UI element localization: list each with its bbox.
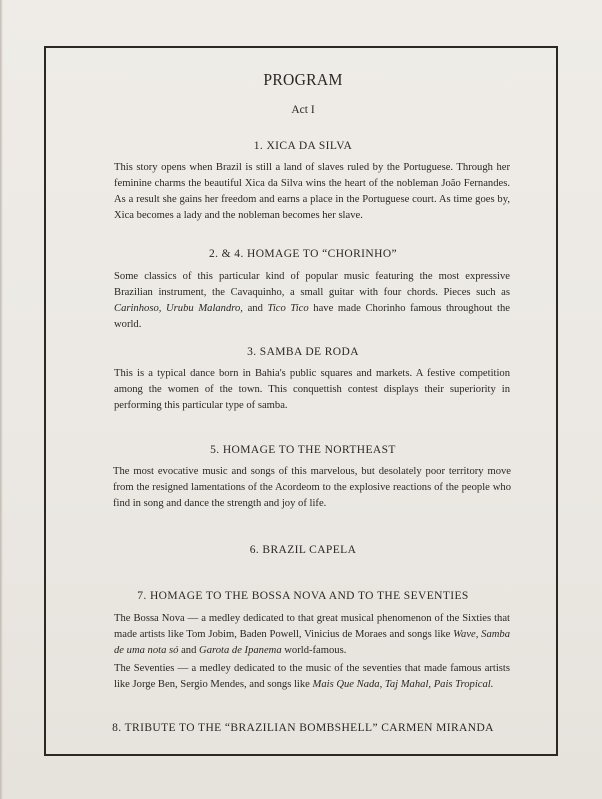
text-run: world-famous. bbox=[281, 645, 347, 656]
section-text-xica-da-silva bbox=[114, 160, 510, 224]
italic-title-run: Tico Tico bbox=[267, 303, 309, 314]
section-heading-bossa-nova: 7. HOMAGE TO THE BOSSA NOVA AND TO THE SEVENTIES bbox=[137, 590, 469, 602]
italic-title-run: Wave, bbox=[453, 629, 479, 640]
page-title: PROGRAM bbox=[263, 70, 343, 89]
section-heading-chorinho: 2. & 4. HOMAGE TO “CHORINHO” bbox=[208, 248, 398, 260]
section-heading-xica-da-silva: 1. XICA DA SILVA bbox=[253, 140, 353, 152]
section-heading-northeast: 5. HOMAGE TO THE NORTHEAST bbox=[210, 444, 396, 456]
section-text-northeast bbox=[113, 464, 511, 512]
text-run: and bbox=[242, 303, 268, 314]
text-run: This story opens when Brazil is still a land of slaves ruled by the Portuguese. Through her feminine charms the beautiful Xica da Silva wins the heart of the nobleman João Fernandes. As a result she gains her freedom and earns a place in the Portuguese court. As time goes by, Xica becomes a lady and the nobleman becomes her slave. bbox=[114, 162, 510, 221]
text-run: This is a typical dance born in Bahia's public squares and markets. A festive competition among the women of the town. This conquettish contest displays their superiority in performing this particular type of samba. bbox=[114, 368, 510, 411]
italic-title-run: Mais Que Nada, bbox=[312, 679, 383, 690]
italic-title-run: Carinhoso, bbox=[114, 303, 162, 314]
italic-title-run: Garota de Ipanema bbox=[199, 645, 282, 656]
section-text-seventies bbox=[114, 661, 510, 693]
text-run: The most evocative music and songs of this marvelous, but desolately poor territory move from the resigned lamentations of the Acordeom to the explosive reactions of the people who find in song and dance the strength and joy of life. bbox=[113, 466, 511, 509]
italic-title-run: Samba de uma nota só bbox=[114, 629, 510, 656]
italic-title-run: Urubu Malandro, bbox=[166, 303, 243, 314]
section-text-samba-de-roda bbox=[114, 366, 510, 414]
italic-title-run: Taj Mahal, bbox=[384, 679, 432, 690]
text-run: Some classics of this particular kind of popular music featuring the most expressive Brazilian instrument, the Cavaquinho, a small guitar with four chords. Pieces such as bbox=[114, 271, 510, 298]
text-run: The Seventies — a medley dedicated to the music of the seventies that made famous artists like Jorge Ben, Sergio Mendes, and songs like bbox=[114, 663, 510, 690]
act-label: Act I bbox=[291, 104, 315, 116]
section-heading-samba-de-roda: 3. SAMBA DE RODA bbox=[247, 346, 359, 358]
program-frame bbox=[44, 46, 558, 756]
page-edge-shadow bbox=[0, 0, 3, 799]
section-text-bossa-nova bbox=[114, 611, 510, 659]
section-heading-brazil-capela: 6. BRAZIL CAPELA bbox=[249, 544, 357, 556]
section-heading-carmen-miranda: 8. TRIBUTE TO THE “BRAZILIAN BOMBSHELL” CARMEN MIRANDA bbox=[112, 722, 494, 734]
section-text-chorinho bbox=[114, 269, 510, 333]
text-run: and bbox=[178, 645, 200, 656]
text-run: have made Chorinho famous throughout the world. bbox=[114, 303, 511, 330]
text-run: The Bossa Nova — a medley dedicated to that great musical phenomenon of the Sixties that made artists like Tom Jobim, Baden Powell, Vinicius de Moraes and songs like bbox=[114, 613, 510, 640]
italic-title-run: Pais Tropical. bbox=[433, 679, 494, 690]
